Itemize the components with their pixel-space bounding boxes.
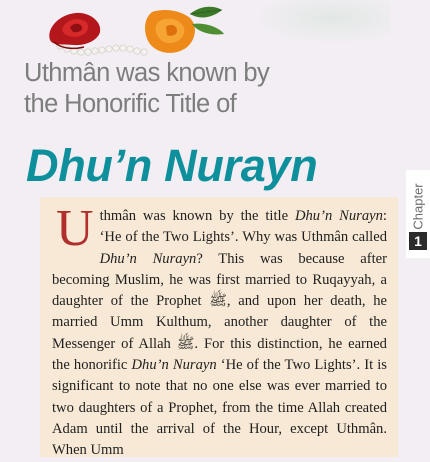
body-segment: : ‘He of the Two Lights’. Why was Uthmân called (99, 208, 387, 246)
faded-background-decoration (250, 0, 390, 45)
body-segment: ? This was because after becoming Muslim, he was first married to Ruqayyah, a daughter of the Prophet ﷺ, and upon her death, he married Umm Kulthum, another daughter of the Messenger of Allah ﷺ. For this distinction, he earned the honorific (52, 250, 387, 374)
chapter-tab (406, 170, 430, 258)
title-block (24, 58, 404, 120)
chapter-number: 1 (409, 232, 427, 250)
body-segment-italic: Dhu’n Nurayn (99, 250, 197, 267)
body-text-box (40, 197, 398, 457)
body-segment-italic: Dhu’n Nurayn (294, 208, 383, 224)
orange-rose (145, 10, 195, 53)
leaves (190, 7, 224, 35)
body-segment: ‘He of the Two Lights’. It is significant to note that no one else was ever married to two daughters of a Prophet, from the time Allah created Adam until the arrival of the Hour, except Uthmân. When Umm (52, 357, 387, 459)
chapter-label-wrap (406, 176, 430, 236)
body-segment: thmân was known by the title (99, 208, 295, 224)
title-line-2: the Honorific Title of (24, 90, 237, 118)
chapter-label: Chapter (410, 182, 426, 230)
page-title: Dhu’n Nurayn (26, 140, 318, 191)
red-rose (49, 13, 100, 48)
roses-decoration (40, 0, 270, 62)
body-paragraph (52, 200, 387, 462)
body-segment-italic: Dhu’n Nurayn (131, 357, 217, 374)
drop-cap: U (56, 200, 94, 257)
title-line-1: Uthmân was known by (24, 59, 270, 87)
